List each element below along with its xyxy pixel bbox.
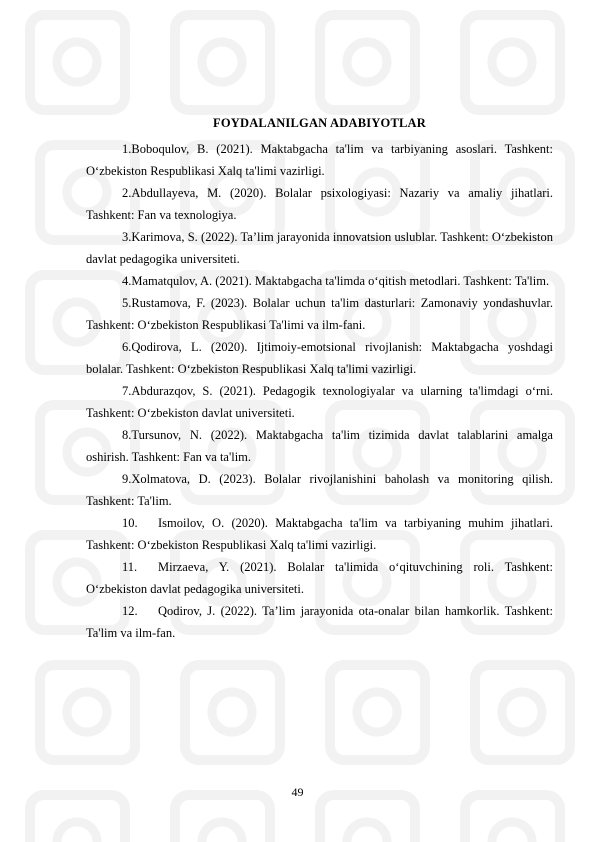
reference-item (86, 138, 553, 182)
reference-number: 4. (122, 274, 132, 288)
watermark-mark (465, 795, 560, 842)
reference-item (86, 380, 553, 424)
reference-text: Qodirov, J. (2022). Ta’lim jarayonida ota-onalar bilan hamkorlik. Tashkent: Ta'lim va ilm-fan. (86, 604, 553, 640)
watermark-mark (30, 795, 125, 842)
reference-text: Abdullayeva, M. (2020). Bolalar psixologiyasi: Nazariy va amaliy jihatlari. Tashkent: Fan va texnologiya. (86, 186, 553, 222)
reference-number: 2. (122, 186, 132, 200)
watermark-mark (30, 15, 125, 110)
reference-item (86, 424, 553, 468)
reference-number: 7. (122, 384, 132, 398)
reference-list (86, 138, 553, 644)
watermark-mark (475, 665, 570, 760)
reference-number: 9. (122, 472, 132, 486)
page-number: 49 (291, 785, 304, 799)
watermark-mark (175, 15, 270, 110)
reference-number: 6. (122, 340, 132, 354)
watermark-mark (320, 15, 415, 110)
reference-item (86, 182, 553, 226)
reference-number: 5. (122, 296, 132, 310)
reference-text: Ismoilov, O. (2020). Maktabgacha ta'lim va tarbiyaning muhim jihatlari. Tashkent: O‘zbekiston Respublikasi Xalq ta'limi vazirligi. (86, 516, 553, 552)
reference-text: Rustamova, F. (2023). Bolalar uchun ta'lim dasturlari: Zamonaviy yondashuvlar. Tashkent: O‘zbekiston Respublikasi Ta'limi va ilm-fani. (86, 296, 553, 332)
reference-item (86, 600, 553, 644)
watermark-mark (40, 665, 135, 760)
reference-number: 3. (122, 230, 132, 244)
reference-item (86, 468, 553, 512)
reference-text: Abdurazqov, S. (2021). Pedagogik texnologiyalar va ularning ta'limdagi o‘rni. Tashkent: O‘zbekiston davlat universiteti. (86, 384, 553, 420)
reference-number: 12. (122, 604, 138, 618)
document-body (86, 116, 553, 644)
reference-text: Karimova, S. (2022). Ta’lim jarayonida innovatsion uslublar. Tashkent: O‘zbekiston davlat pedagogika universiteti. (86, 230, 553, 266)
watermark-mark (175, 795, 270, 842)
reference-number: 11. (122, 560, 138, 574)
watermark-mark (330, 665, 425, 760)
reference-item (86, 336, 553, 380)
reference-item (86, 226, 553, 270)
reference-text: Qodirova, L. (2020). Ijtimoiy-emotsional rivojlanish: Maktabgacha yoshdagi bolalar. Tashkent: O‘zbekiston Respublikasi Xalq ta'limi vazirligi. (86, 340, 553, 376)
reference-text: Boboqulov, B. (2021). Maktabgacha ta'lim va tarbiyaning asoslari. Tashkent: O‘zbekiston Respublikasi Xalq ta'limi vazirligi. (86, 142, 553, 178)
reference-item (86, 270, 553, 292)
watermark-mark (185, 665, 280, 760)
watermark-mark (320, 795, 415, 842)
reference-number: 8. (122, 428, 132, 442)
reference-number: 10. (122, 516, 138, 530)
watermark-mark (465, 15, 560, 110)
reference-text: Tursunov, N. (2022). Maktabgacha ta'lim tizimida davlat talablarini amalga oshirish. Tashkent: Fan va ta'lim. (86, 428, 553, 464)
reference-number: 1. (122, 142, 132, 156)
reference-item (86, 292, 553, 336)
page-title: FOYDALANILGAN ADABIYOTLAR (212, 116, 426, 130)
reference-text: Xolmatova, D. (2023). Bolalar rivojlanishini baholash va monitoring qilish. Tashkent: Ta'lim. (86, 472, 553, 508)
reference-item (86, 556, 553, 600)
reference-text: Mirzaeva, Y. (2021). Bolalar ta'limida o‘qituvchining roli. Tashkent: O‘zbekiston davlat pedagogika universiteti. (86, 560, 553, 596)
reference-text: Mamatqulov, A. (2021). Maktabgacha ta'limda o‘qitish metodlari. Tashkent: Ta'lim. (131, 274, 550, 288)
reference-item (86, 512, 553, 556)
